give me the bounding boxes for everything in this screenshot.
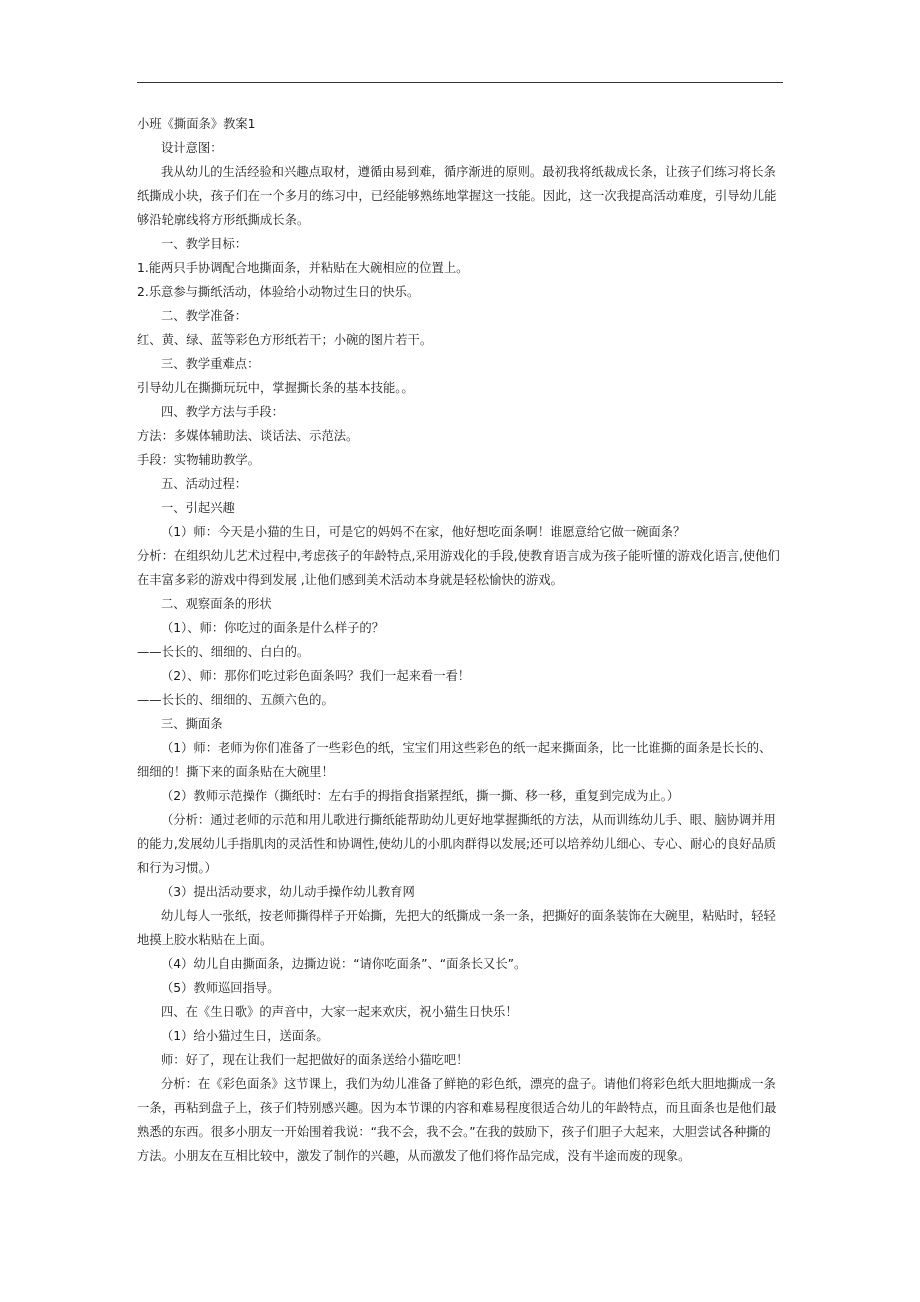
step-body: 幼儿每人一张纸，按老师撕得样子开始撕，先把大的纸撕成一条一条，把撕好的面条装饰在大碗里，粘贴时，轻轻地摸上胶水粘贴在上面。 bbox=[137, 909, 776, 947]
intent-paragraph: 我从幼儿的生活经验和兴趣点取材，遵循由易到难，循序渐进的原则。最初我将纸裁成长条，让孩子们练习将长条纸撕成小块，孩子们在一个多月的练习中，已经能够熟练地掌握这一技能。因此，这一次我提高活动难度，引导幼儿能够沿轮廓线将方形纸撕成长条。 bbox=[137, 165, 777, 227]
step-paragraph: （1）师：老师为你们准备了一些彩色的纸，宝宝们用这些彩色的纸一起来撕面条，比一比谁撕的面条是长长的、细细的！撕下来的面条贴在大碗里！ bbox=[137, 741, 772, 779]
section-heading: 三、撕面条 bbox=[161, 717, 223, 731]
step-paragraph: （3）提出活动要求，幼儿动手操作幼儿教育网 bbox=[161, 885, 415, 899]
key-paragraph: 引导幼儿在撕撕玩玩中，掌握撕长条的基本技能。。 bbox=[137, 381, 414, 395]
header-rule bbox=[137, 82, 783, 83]
teacher-question: （1）师：今天是小猫的生日，可是它的妈妈不在家，他好想吃面条啊！谁愿意给它做一碗面条？ bbox=[161, 525, 686, 539]
answer-line: ——长长的、细细的、白白的。 bbox=[137, 645, 310, 659]
step-paragraph: （5）教师巡回指导。 bbox=[161, 981, 280, 995]
key-heading: 三、教学重难点： bbox=[161, 357, 260, 371]
teacher-question: （1）、师：你吃过的面条是什么样子的？ bbox=[161, 621, 385, 635]
method-paragraph: 方法：多媒体辅助法、谈话法、示范法。 bbox=[137, 429, 359, 443]
analysis-paragraph: 分析：在组织幼儿艺术过程中,考虑孩子的年龄特点,采用游戏化的手段,使教育语言成为孩子能听懂的游戏化语言,使他们在丰富多彩的游戏中得到发展 ,让他们感到美术活动本身就是轻松愉快的游戏。 bbox=[137, 549, 780, 587]
analysis-paragraph: （分析：通过老师的示范和用儿歌进行撕纸能帮助幼儿更好地掌握撕纸的方法，从而训练幼儿手、眼、脑协调并用的能力,发展幼儿手指肌肉的灵活性和协调性,使幼儿的小肌肉群得以发展;还可以培养幼儿细心、专心、耐心的良好品质和行为习惯。） bbox=[137, 813, 777, 875]
document-title: 小班《撕面条》教案1 bbox=[137, 117, 256, 131]
goal-item: 2.乐意参与撕纸活动，体验给小动物过生日的快乐。 bbox=[137, 285, 420, 299]
intent-heading: 设计意图： bbox=[161, 141, 223, 155]
analysis-paragraph: 分析：在《彩色面条》这节课上，我们为幼儿准备了鲜艳的彩色纸，漂亮的盘子。请他们将彩色纸大胆地撕成一条一条，再粘到盘子上，孩子们特别感兴趣。因为本节课的内容和难易程度很适合幼儿的年龄特点，而且面条也是他们最熟悉的东西。很多小朋友一开始围着我说：“我不会，我不会。”在我的鼓励下，孩子们胆子大起来，大胆尝试各种撕的方法。小朋友在互相比较中，激发了制作的兴趣，从而激发了他们将作品完成，没有半途而废的现象。 bbox=[137, 1077, 777, 1163]
goals-heading: 一、教学目标： bbox=[161, 237, 248, 251]
step-paragraph: （4）幼儿自由撕面条，边撕边说：“请你吃面条”、“面条长又长”。 bbox=[161, 957, 527, 971]
means-paragraph: 手段：实物辅助教学。 bbox=[137, 453, 260, 467]
goal-item: 1.能两只手协调配合地撕面条，并粘贴在大碗相应的位置上。 bbox=[137, 261, 469, 275]
section-heading: 二、观察面条的形状 bbox=[161, 597, 272, 611]
teacher-line: 师：好了，现在让我们一起把做好的面条送给小猫吃吧！ bbox=[161, 1053, 469, 1067]
process-heading: 五、活动过程： bbox=[161, 477, 248, 491]
answer-line: ——长长的、细细的、五颜六色的。 bbox=[137, 693, 334, 707]
step-paragraph: （1）给小猫过生日，送面条。 bbox=[161, 1029, 329, 1043]
section-heading: 一、引起兴趣 bbox=[161, 501, 235, 515]
step-paragraph: （2）教师示范操作（撕纸时：左右手的拇指食指紧捏纸，撕一撕、移一移，重复到完成为止。） bbox=[161, 789, 680, 803]
method-heading: 四、教学方法与手段： bbox=[161, 405, 284, 419]
document-body bbox=[137, 112, 783, 1168]
prep-heading: 二、教学准备： bbox=[161, 309, 248, 323]
prep-paragraph: 红、黄、绿、蓝等彩色方形纸若干；小碗的图片若干。 bbox=[137, 333, 433, 347]
teacher-question: （2）、师：那你们吃过彩色面条吗？我们一起来看一看！ bbox=[161, 669, 471, 683]
section-heading: 四、在《生日歌》的声音中，大家一起来欢庆，祝小猫生日快乐！ bbox=[161, 1005, 518, 1019]
